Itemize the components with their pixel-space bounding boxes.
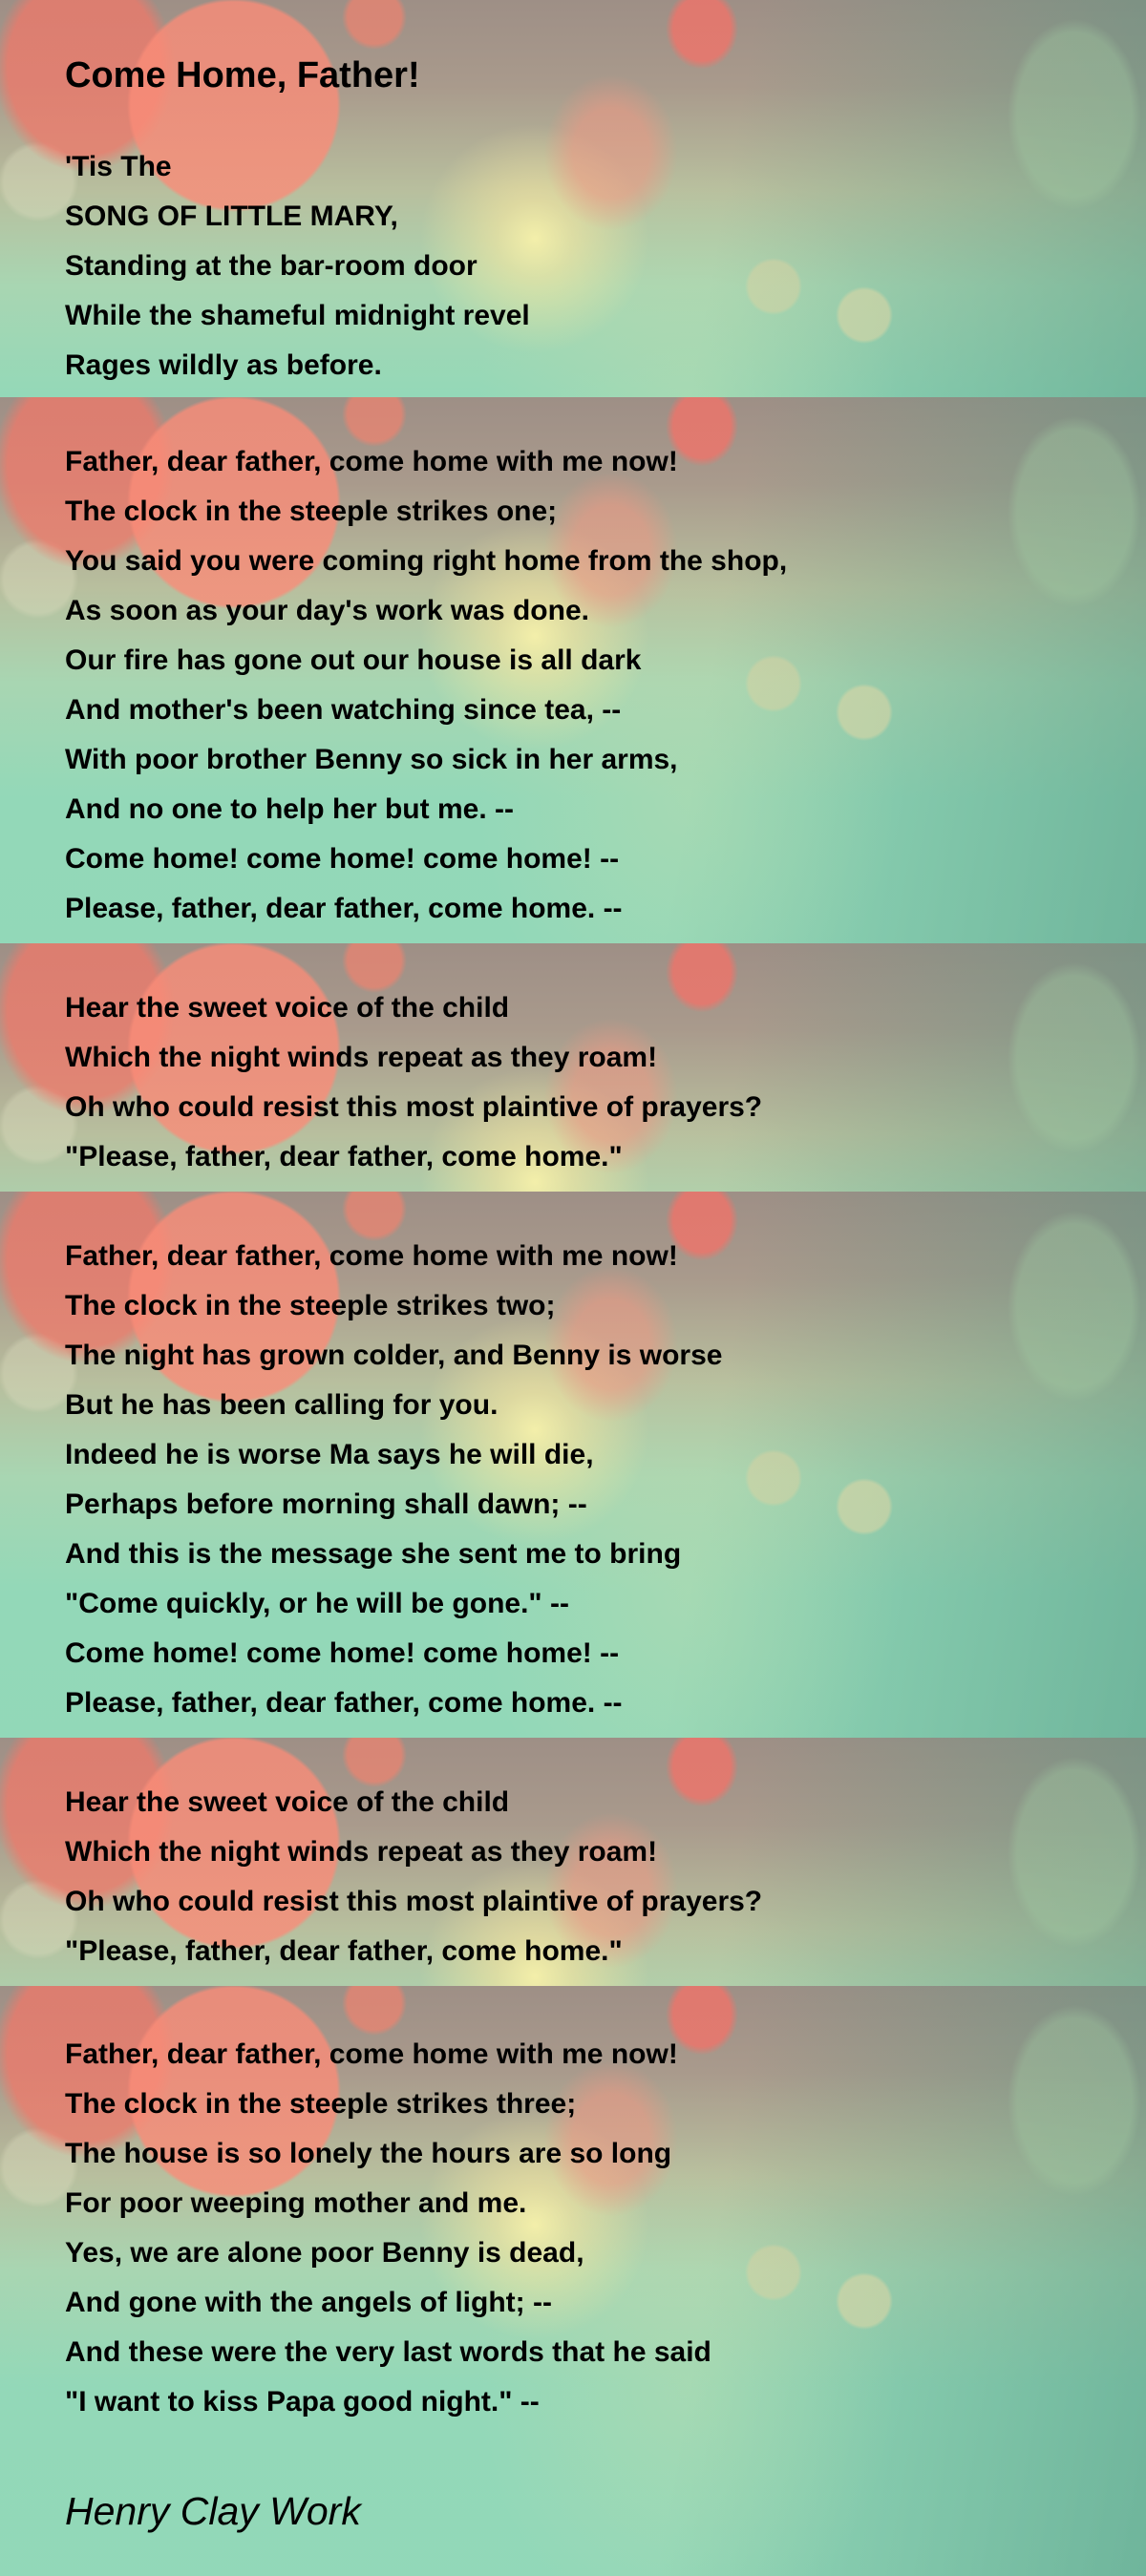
- poem-line: 'Tis The: [65, 151, 172, 182]
- poem-line: Which the night winds repeat as they roam!: [65, 1836, 658, 1868]
- poem-line: "Please, father, dear father, come home.": [65, 1141, 623, 1172]
- poem-line: Perhaps before morning shall dawn; --: [65, 1489, 587, 1520]
- poem-line: Yes, we are alone poor Benny is dead,: [65, 2237, 584, 2269]
- poem-line: For poor weeping mother and me.: [65, 2187, 527, 2219]
- poem-line: Which the night winds repeat as they roam!: [65, 1042, 658, 1073]
- poem-line: Come home! come home! come home! --: [65, 1637, 620, 1669]
- poem-line: Come home! come home! come home! --: [65, 843, 620, 875]
- poem-line: Father, dear father, come home with me now!: [65, 2038, 678, 2070]
- poem-line: "Come quickly, or he will be gone." --: [65, 1588, 569, 1619]
- poem-line: As soon as your day's work was done.: [65, 595, 589, 626]
- stanza-verse-2: [0, 1192, 1146, 1738]
- stanza-chorus-2: [0, 1738, 1146, 1986]
- poem-line: "I want to kiss Papa good night." --: [65, 2386, 540, 2418]
- poem-line: The house is so lonely the hours are so long: [65, 2138, 672, 2169]
- poem-line: Rages wildly as before.: [65, 349, 382, 381]
- poem-line: And no one to help her but me. --: [65, 793, 514, 825]
- poem-line: But he has been calling for you.: [65, 1389, 499, 1421]
- stanza-verse-3: [0, 1986, 1146, 2576]
- stanza-chorus-1: [0, 943, 1146, 1192]
- poem-line: Please, father, dear father, come home. --: [65, 893, 623, 924]
- poem-line: With poor brother Benny so sick in her arms,: [65, 744, 678, 775]
- poem-line: SONG OF LITTLE MARY,: [65, 201, 398, 232]
- poem-line: Please, father, dear father, come home. --: [65, 1687, 623, 1719]
- poem-line: Father, dear father, come home with me now!: [65, 1240, 678, 1272]
- poem-title: Come Home, Father!: [65, 55, 420, 95]
- poem-line: And gone with the angels of light; --: [65, 2287, 552, 2318]
- stanza-verse-1: [0, 397, 1146, 943]
- poem-line: You said you were coming right home from the shop,: [65, 545, 788, 577]
- poem-line: Father, dear father, come home with me now!: [65, 446, 678, 477]
- poem-line: And these were the very last words that he said: [65, 2336, 711, 2368]
- poem-line: The night has grown colder, and Benny is worse: [65, 1340, 723, 1371]
- author-signature: Henry Clay Work: [65, 2489, 361, 2533]
- poem-line: Standing at the bar-room door: [65, 250, 478, 282]
- poem-line: Hear the sweet voice of the child: [65, 1786, 510, 1818]
- poem-line: And mother's been watching since tea, --: [65, 694, 622, 726]
- poem-line: Oh who could resist this most plaintive of prayers?: [65, 1886, 763, 1917]
- poem-line: Oh who could resist this most plaintive of prayers?: [65, 1091, 763, 1123]
- poem-line: Hear the sweet voice of the child: [65, 992, 510, 1024]
- poem-line: The clock in the steeple strikes three;: [65, 2088, 577, 2120]
- poem-line: The clock in the steeple strikes one;: [65, 496, 558, 527]
- poem-line: The clock in the steeple strikes two;: [65, 1290, 556, 1321]
- poem-line: And this is the message she sent me to bring: [65, 1538, 682, 1570]
- poem-line: Indeed he is worse Ma says he will die,: [65, 1439, 594, 1470]
- stanza-intro: [0, 0, 1146, 397]
- poem-line: Our fire has gone out our house is all dark: [65, 644, 642, 676]
- poem-line: "Please, father, dear father, come home.": [65, 1935, 623, 1967]
- poem-line: While the shameful midnight revel: [65, 300, 530, 331]
